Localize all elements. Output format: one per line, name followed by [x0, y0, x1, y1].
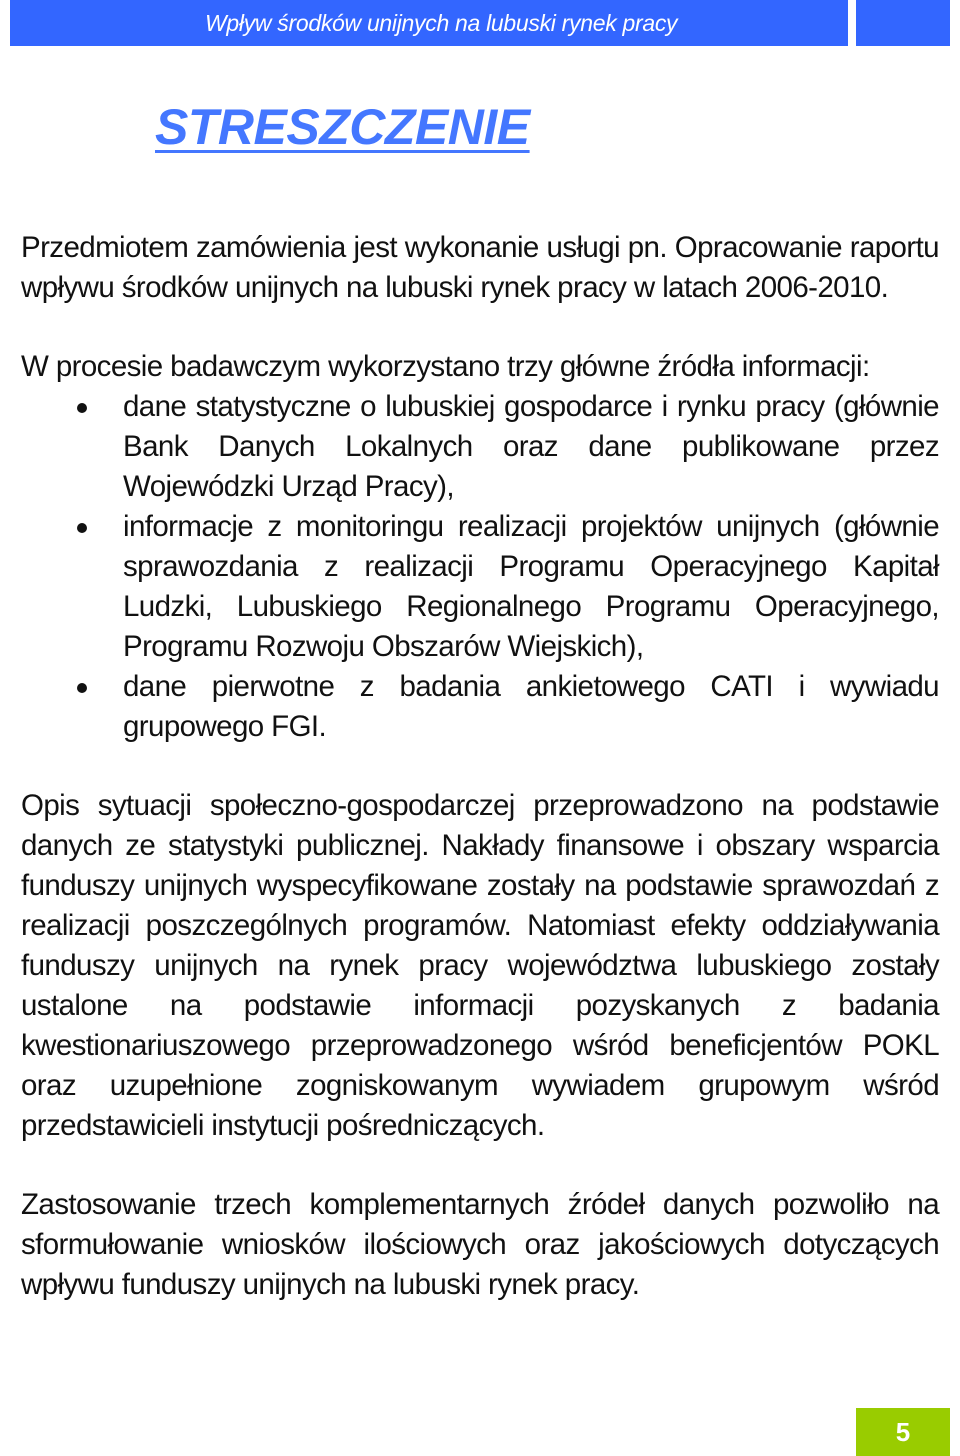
paragraph-intro: Przedmiotem zamówienia jest wykonanie usługi pn. Opracowanie raportu wpływu środków unijnych na lubuski rynek pracy w latach 2006-2010.	[21, 231, 939, 304]
header-accent-block	[856, 0, 950, 46]
page-number-badge	[856, 1408, 950, 1456]
list-item-text: informacje z monitoringu realizacji projektów unijnych (głównie sprawozdania z realizacji Programu Operacyjnego Kapitał Ludzki, Lubuskiego Regionalnego Programu Operacyjnego, Programu Rozwoju Obszarów Wiejskich),	[123, 510, 939, 663]
header-title: Wpływ środków unijnych na lubuski rynek pracy	[205, 9, 678, 36]
header-bar	[10, 0, 848, 46]
list-item	[21, 507, 939, 667]
page-number: 5	[895, 1416, 911, 1447]
document-body	[21, 228, 939, 1344]
paragraph-methods: Opis sytuacji społeczno-gospodarczej przeprowadzono na podstawie danych ze statystyki publicznej. Nakłady finansowe i obszary wsparcia funduszy unijnych wyspecyfikowane zostały na podstawie sprawozdań z realizacji poszczególnych programów. Natomiast efekty oddziaływania funduszy unijnych na rynek pracy województwa lubuskiego zostały ustalone na podstawie informacji pozyskanych z badania kwestionariuszowego przeprowadzonego wśród beneficjentów POKL oraz uzupełnione zogniskowanym wywiadem grupowym wśród przedstawicieli instytucji pośredniczących.	[21, 789, 939, 1142]
paragraph-conclusion: Zastosowanie trzech komplementarnych źródeł danych pozwoliło na sformułowanie wniosków ilościowych oraz jakościowych dotyczących wpływu funduszy unijnych na lubuski rynek pracy.	[21, 1188, 939, 1301]
bullet-icon	[77, 523, 87, 533]
list-item	[21, 667, 939, 747]
document-title: STRESZCZENIE	[155, 99, 530, 155]
list-item-text: dane pierwotne z badania ankietowego CATI i wywiadu grupowego FGI.	[123, 670, 939, 743]
bullet-icon	[77, 683, 87, 693]
sources-list	[21, 387, 939, 747]
sources-intro: W procesie badawczym wykorzystano trzy główne źródła informacji:	[21, 350, 870, 383]
bullet-icon	[77, 403, 87, 413]
list-item-text: dane statystyczne o lubuskiej gospodarce i rynku pracy (głównie Bank Danych Lokalnych oraz dane publikowane przez Wojewódzki Urząd Pracy),	[123, 390, 939, 503]
list-item	[21, 387, 939, 507]
